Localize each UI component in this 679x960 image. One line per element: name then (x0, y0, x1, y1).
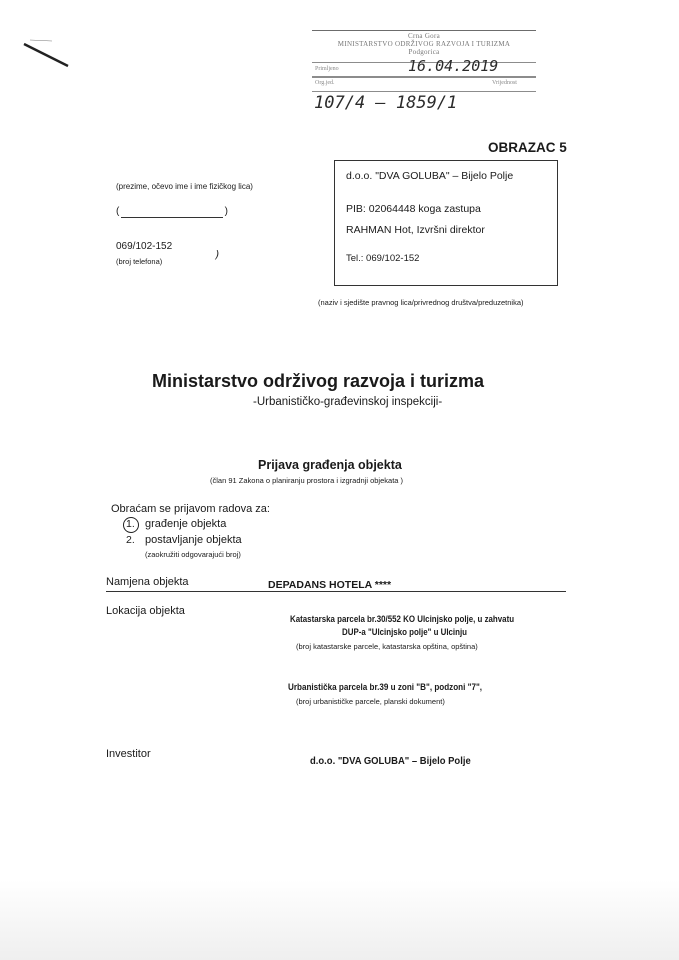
purpose-value: DEPADANS HOTELA **** (268, 579, 392, 591)
application-law: (član 91 Zakona o planiranju prostora i izgradnji objekata ) (210, 476, 404, 485)
option2-number: 2. (126, 534, 135, 546)
option1-number: 1. (126, 518, 135, 530)
stamp-org-row (312, 76, 536, 92)
person-phone: 069/102-152 (116, 241, 173, 252)
purpose-underline (106, 591, 566, 592)
option2-label: postavljanje objekta (145, 534, 242, 546)
stamp-received-label: Primljeno (315, 66, 339, 72)
stamp-office-line1: Crna Gora (407, 32, 441, 40)
handwritten-tick: ) (214, 248, 221, 261)
investor-label: Investitor (106, 748, 151, 760)
company-director: RAHMAN Hot, Izvršni direktor (346, 224, 485, 236)
stamp-reg-number: 107/4 – 1859/1 (314, 93, 458, 113)
person-name-line (121, 217, 223, 218)
person-name-caption: (prezime, očevo ime i ime fizičkog lica) (116, 182, 253, 191)
company-box (334, 160, 558, 286)
person-name-field (116, 206, 228, 218)
stamp-org-label: Org.jed. (315, 80, 335, 86)
person-name-close-paren: ) (224, 206, 228, 217)
works-note: (zaokružiti odgovarajući broj) (145, 550, 241, 559)
ministry-subtitle: -Urbanističko-građevinskoj inspekciji- (253, 396, 443, 408)
location-value-line2: DUP-a "Ulcinjsko polje" u Ulcinju (342, 627, 468, 637)
location-caption: (broj katastarske parcele, katastarska opština, opština) (296, 642, 478, 651)
person-phone-caption: (broj telefona) (116, 257, 163, 266)
stamp-value-label: Vrijednost (492, 80, 517, 86)
company-caption: (naziv i sjedište pravnog lica/privrednog društva/preduzetnika) (318, 298, 524, 307)
stamp-office-line3: Podgorica (408, 48, 440, 56)
pen-mark (22, 38, 72, 70)
ministry-title: Ministarstvo održivog razvoja i turizma (152, 371, 485, 391)
option1-label: građenje objekta (145, 518, 227, 530)
scan-shading (0, 880, 679, 960)
application-title: Prijava građenja objekta (258, 458, 402, 472)
investor-value: d.o.o. "DVA GOLUBA" – Bijelo Polje (310, 755, 471, 767)
urban-parcel-value: Urbanistička parcela br.39 u zoni "B", podzoni "7", (288, 682, 483, 692)
company-name: d.o.o. "DVA GOLUBA" – Bijelo Polje (346, 170, 514, 182)
urban-parcel-caption: (broj urbanističke parcele, planski dokument) (296, 697, 445, 706)
purpose-label: Namjena objekta (106, 576, 189, 588)
location-value-line1: Katastarska parcela br.30/552 KO Ulcinjsko polje, u zahvatu (290, 614, 515, 624)
form-number: OBRAZAC 5 (488, 140, 567, 155)
location-label: Lokacija objekta (106, 605, 185, 617)
company-tel: Tel.: 069/102-152 (346, 253, 420, 264)
company-pib: PIB: 02064448 koga zastupa (346, 203, 481, 215)
works-intro: Obraćam se prijavom radova za: (111, 503, 270, 515)
reception-stamp (312, 30, 536, 115)
person-name-open-paren: ( (116, 206, 120, 217)
stamp-office-line2: MINISTARSTVO ODRŽIVOG RAZVOJA I TURIZMA (337, 40, 511, 48)
stamp-received-date: 16.04.2019 (408, 57, 499, 75)
